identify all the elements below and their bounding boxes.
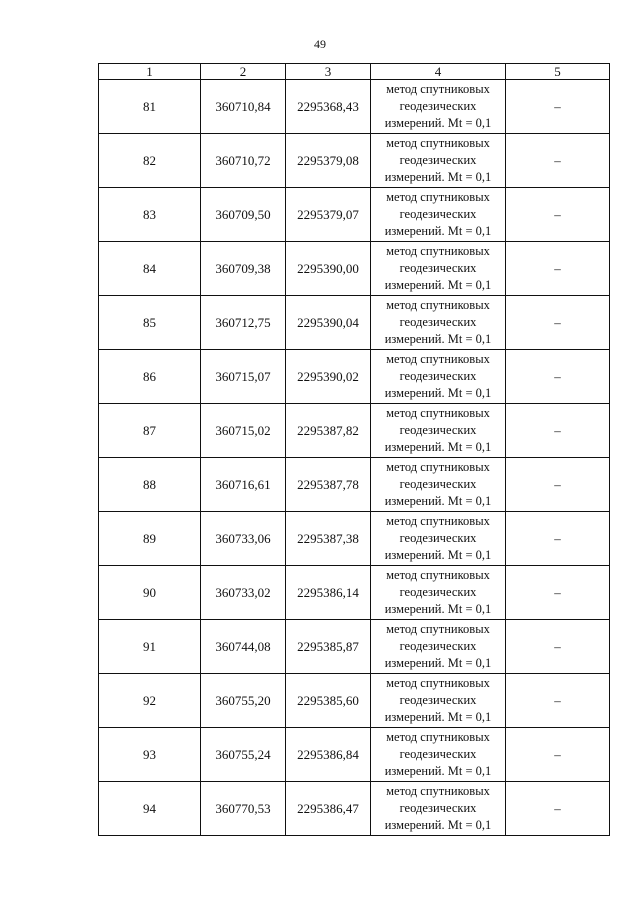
y-coordinate-cell: 2295385,60 bbox=[286, 674, 371, 728]
table-row bbox=[99, 188, 610, 242]
y-coordinate-cell: 2295387,78 bbox=[286, 458, 371, 512]
column-header: 2 bbox=[201, 64, 286, 80]
point-number-cell: 94 bbox=[99, 782, 201, 836]
point-number-cell: 87 bbox=[99, 404, 201, 458]
y-coordinate-cell: 2295368,43 bbox=[286, 80, 371, 134]
method-cell: метод спутниковых геодезических измерений. Mt = 0,1 bbox=[371, 296, 506, 350]
table-row bbox=[99, 674, 610, 728]
point-number-cell: 82 bbox=[99, 134, 201, 188]
note-cell: – bbox=[506, 404, 610, 458]
point-number-cell: 84 bbox=[99, 242, 201, 296]
note-cell: – bbox=[506, 620, 610, 674]
table-row bbox=[99, 80, 610, 134]
table-row bbox=[99, 404, 610, 458]
method-cell: метод спутниковых геодезических измерений. Mt = 0,1 bbox=[371, 674, 506, 728]
method-cell: метод спутниковых геодезических измерений. Mt = 0,1 bbox=[371, 350, 506, 404]
coordinates-table bbox=[98, 63, 610, 836]
note-cell: – bbox=[506, 350, 610, 404]
point-number-cell: 81 bbox=[99, 80, 201, 134]
note-cell: – bbox=[506, 566, 610, 620]
point-number-cell: 91 bbox=[99, 620, 201, 674]
column-header: 4 bbox=[371, 64, 506, 80]
y-coordinate-cell: 2295387,38 bbox=[286, 512, 371, 566]
method-cell: метод спутниковых геодезических измерений. Mt = 0,1 bbox=[371, 728, 506, 782]
point-number-cell: 86 bbox=[99, 350, 201, 404]
table-row bbox=[99, 134, 610, 188]
column-header: 1 bbox=[99, 64, 201, 80]
method-cell: метод спутниковых геодезических измерений. Mt = 0,1 bbox=[371, 134, 506, 188]
point-number-cell: 89 bbox=[99, 512, 201, 566]
method-cell: метод спутниковых геодезических измерений. Mt = 0,1 bbox=[371, 80, 506, 134]
y-coordinate-cell: 2295386,47 bbox=[286, 782, 371, 836]
note-cell: – bbox=[506, 512, 610, 566]
y-coordinate-cell: 2295379,08 bbox=[286, 134, 371, 188]
table-row bbox=[99, 350, 610, 404]
x-coordinate-cell: 360733,02 bbox=[201, 566, 286, 620]
column-header: 5 bbox=[506, 64, 610, 80]
method-cell: метод спутниковых геодезических измерений. Mt = 0,1 bbox=[371, 620, 506, 674]
note-cell: – bbox=[506, 728, 610, 782]
x-coordinate-cell: 360755,20 bbox=[201, 674, 286, 728]
y-coordinate-cell: 2295385,87 bbox=[286, 620, 371, 674]
y-coordinate-cell: 2295379,07 bbox=[286, 188, 371, 242]
note-cell: – bbox=[506, 188, 610, 242]
table-row bbox=[99, 782, 610, 836]
x-coordinate-cell: 360715,02 bbox=[201, 404, 286, 458]
point-number-cell: 85 bbox=[99, 296, 201, 350]
point-number-cell: 90 bbox=[99, 566, 201, 620]
note-cell: – bbox=[506, 674, 610, 728]
table-row bbox=[99, 620, 610, 674]
method-cell: метод спутниковых геодезических измерений. Mt = 0,1 bbox=[371, 242, 506, 296]
method-cell: метод спутниковых геодезических измерений. Mt = 0,1 bbox=[371, 566, 506, 620]
table-row bbox=[99, 566, 610, 620]
point-number-cell: 88 bbox=[99, 458, 201, 512]
table-header-row bbox=[99, 64, 610, 80]
table-row bbox=[99, 458, 610, 512]
table-row bbox=[99, 242, 610, 296]
y-coordinate-cell: 2295387,82 bbox=[286, 404, 371, 458]
table-row bbox=[99, 512, 610, 566]
y-coordinate-cell: 2295386,14 bbox=[286, 566, 371, 620]
x-coordinate-cell: 360709,50 bbox=[201, 188, 286, 242]
x-coordinate-cell: 360709,38 bbox=[201, 242, 286, 296]
y-coordinate-cell: 2295390,00 bbox=[286, 242, 371, 296]
y-coordinate-cell: 2295386,84 bbox=[286, 728, 371, 782]
note-cell: – bbox=[506, 134, 610, 188]
note-cell: – bbox=[506, 458, 610, 512]
method-cell: метод спутниковых геодезических измерений. Mt = 0,1 bbox=[371, 188, 506, 242]
column-header: 3 bbox=[286, 64, 371, 80]
x-coordinate-cell: 360744,08 bbox=[201, 620, 286, 674]
note-cell: – bbox=[506, 296, 610, 350]
point-number-cell: 92 bbox=[99, 674, 201, 728]
point-number-cell: 83 bbox=[99, 188, 201, 242]
note-cell: – bbox=[506, 782, 610, 836]
x-coordinate-cell: 360770,53 bbox=[201, 782, 286, 836]
method-cell: метод спутниковых геодезических измерений. Mt = 0,1 bbox=[371, 458, 506, 512]
y-coordinate-cell: 2295390,04 bbox=[286, 296, 371, 350]
x-coordinate-cell: 360733,06 bbox=[201, 512, 286, 566]
table-row bbox=[99, 728, 610, 782]
x-coordinate-cell: 360710,72 bbox=[201, 134, 286, 188]
x-coordinate-cell: 360716,61 bbox=[201, 458, 286, 512]
x-coordinate-cell: 360712,75 bbox=[201, 296, 286, 350]
page-number: 49 bbox=[314, 37, 326, 51]
table-row bbox=[99, 296, 610, 350]
point-number-cell: 93 bbox=[99, 728, 201, 782]
method-cell: метод спутниковых геодезических измерений. Mt = 0,1 bbox=[371, 404, 506, 458]
method-cell: метод спутниковых геодезических измерений. Mt = 0,1 bbox=[371, 782, 506, 836]
x-coordinate-cell: 360715,07 bbox=[201, 350, 286, 404]
table-body bbox=[99, 80, 610, 836]
note-cell: – bbox=[506, 80, 610, 134]
x-coordinate-cell: 360755,24 bbox=[201, 728, 286, 782]
note-cell: – bbox=[506, 242, 610, 296]
method-cell: метод спутниковых геодезических измерений. Mt = 0,1 bbox=[371, 512, 506, 566]
y-coordinate-cell: 2295390,02 bbox=[286, 350, 371, 404]
x-coordinate-cell: 360710,84 bbox=[201, 80, 286, 134]
